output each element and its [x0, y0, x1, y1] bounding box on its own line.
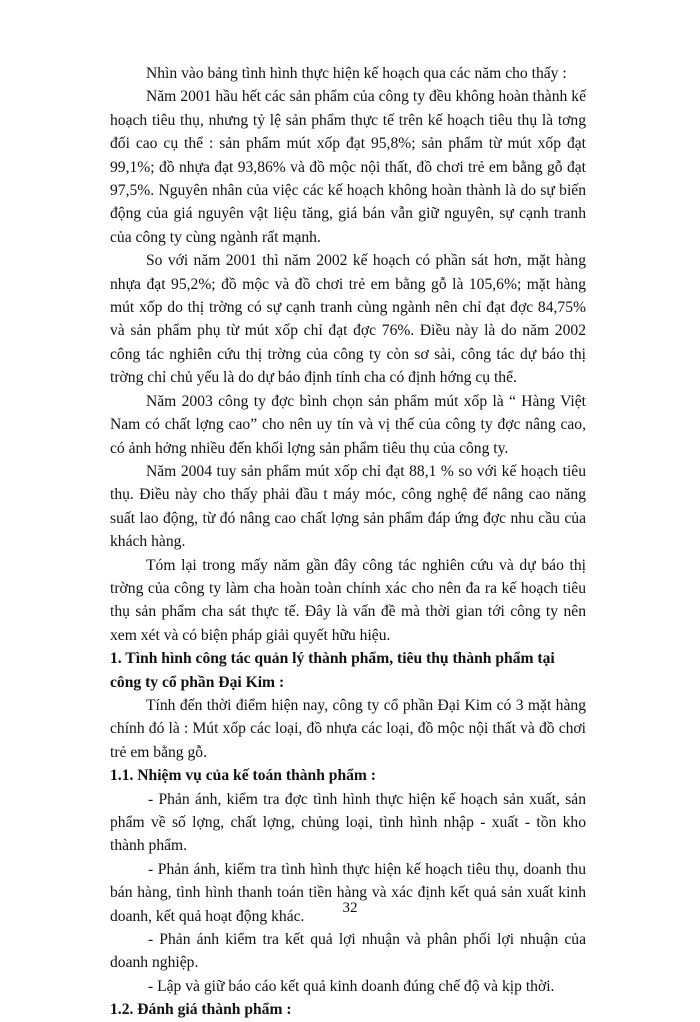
section-1-1-heading: 1.1. Nhiệm vụ của kế toán thành phẩm :	[110, 767, 376, 785]
list-item: - Phản ánh, kiểm tra tình hình thực hiện kế hoạch tiêu thụ, doanh thu bán hàng, tình hình thanh toán tiền hàng và xác định kết quả sản xuất kinh doanh, kết quả hoạt động khác.	[110, 860, 586, 925]
list-item: - Phản ánh, kiểm tra đợc tình hình thực hiện kế hoạch sản xuất, sản phẩm về số lợng, chất lợng, chủng loại, tình hình nhập - xuất - tồn kho thành phẩm.	[110, 790, 586, 855]
document-page	[110, 62, 586, 1022]
section-1-paragraph: Tính đến thời điểm hiện nay, công ty cổ phần Đại Kim có 3 mặt hàng chính đó là : Mút xốp các loại, đồ nhựa các loại, đồ mộc nội thất và đồ chơi trẻ em bằng gỗ.	[110, 696, 586, 761]
paragraph-2001: Năm 2001 hầu hết các sản phẩm của công ty đều không hoàn thành kế hoạch tiêu thụ, nhưng tỷ lệ sản phẩm thực tế trên kế hoạch tiêu thụ là tơng đối cao cụ thể : sản phẩm mút xốp đạt 95,8%; sản phẩm từ mút xốp đạt 99,1%; đồ nhựa đạt 93,86% và đồ mộc nội thất, đồ chơi trẻ em bằng gỗ đạt 97,5%. Nguyên nhân của việc các kế hoạch không hoàn thành là do sự biến động của giá nguyên vật liệu tăng, giá bán vẫn giữ nguyên, sự cạnh tranh của công ty cùng ngành rất mạnh.	[110, 88, 586, 246]
paragraph-summary: Tóm lại trong mấy năm gần đây công tác nghiên cứu và dự báo thị trờng của công ty làm cha hoàn toàn chính xác cho nên đa ra kế hoạch tiêu thụ sản phẩm cha sát thực tế. Đây là vấn đề mà thời gian tới công ty nên xem xét và có biện pháp giải quyết hữu hiệu.	[110, 556, 586, 644]
list-item: - Lập và giữ báo cáo kết quả kinh doanh đúng chế độ và kịp thời.	[148, 977, 555, 995]
section-1-2-heading: 1.2. Đánh giá thành phẩm :	[110, 1001, 292, 1019]
intro-paragraph: Nhìn vào bảng tình hình thực hiện kế hoạch qua các năm cho thấy :	[146, 65, 567, 82]
page-number: 32	[342, 900, 358, 916]
paragraph-2004: Năm 2004 tuy sản phẩm mút xốp chỉ đạt 88,1 % so với kế hoạch tiêu thụ. Điều này cho thấy phải đầu t máy móc, công nghệ để nâng cao năng suất lao động, từ đó nâng cao chất lợng sản phẩm đáp ứng đợc nhu cầu của khách hàng.	[110, 462, 586, 551]
paragraph-2002: So với năm 2001 thì năm 2002 kế hoạch có phần sát hơn, mặt hàng nhựa đạt 95,2%; đồ mộc và đồ chơi trẻ em bằng gỗ là 105,6%; mặt hàng mút xốp do thị trờng có sự cạnh tranh cùng ngành nên chỉ đạt đợc 84,75% và sản phẩm phụ từ mút xốp chỉ đạt đợc 76%. Điều này là do năm 2002 công tác nghiên cứu thị trờng của công ty còn sơ sài, công tác dự báo thị trờng chỉ chủ yếu là do dự báo định tính cha có định hớng cụ thể.	[110, 252, 586, 387]
list-item: - Phản ánh kiểm tra kết quả lợi nhuận và phân phối lợi nhuận của doanh nghiệp.	[110, 931, 586, 972]
section-1-heading: 1. Tình hình công tác quản lý thành phẩm, tiêu thụ thành phẩm tại công ty cổ phần Đại Kim :	[110, 650, 555, 691]
paragraph-2003: Năm 2003 công ty đợc bình chọn sản phẩm mút xốp là “ Hàng Việt Nam có chất lợng cao” cho nên uy tín và vị thế của công ty đợc nâng cao, có ảnh hởng nhiều đến khối lợng sản phẩm tiêu thụ của công ty.	[110, 392, 586, 457]
